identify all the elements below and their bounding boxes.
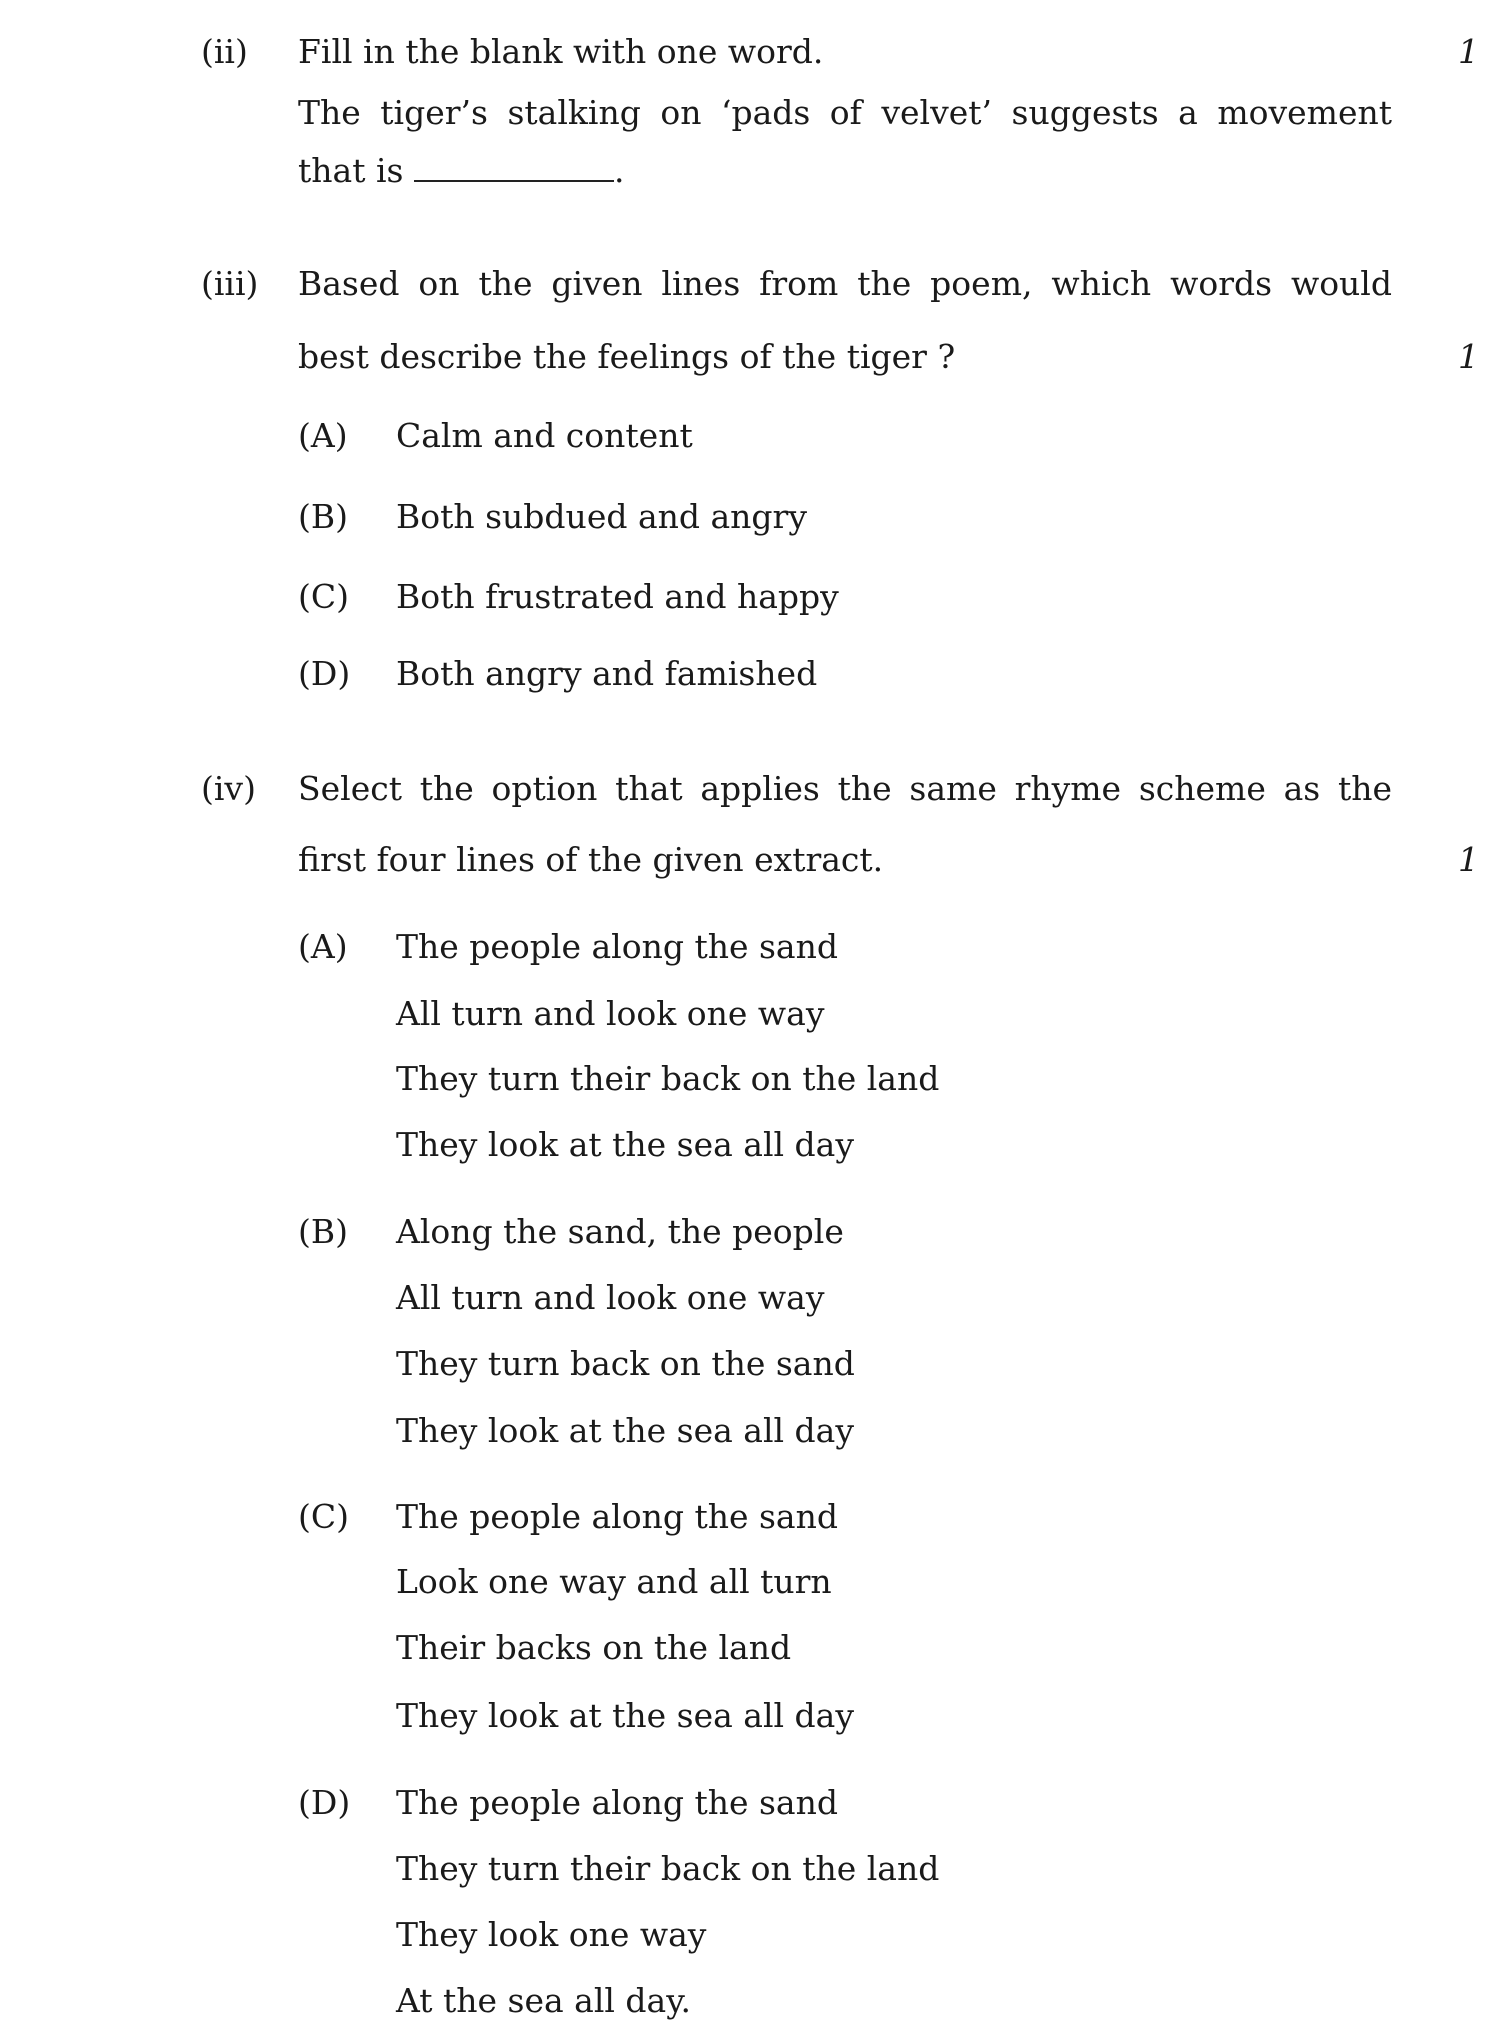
option-label: (B) <box>298 1212 348 1251</box>
option-line: The people along the sand <box>396 927 838 966</box>
option-line: They look one way <box>396 1915 707 1954</box>
question-text: Fill in the blank with one word. <box>298 32 824 71</box>
question-text: The tiger’s stalking on ‘pads of velvet’ suggests a movement <box>298 93 1392 132</box>
option-text: Calm and content <box>396 416 693 455</box>
option-text: Both frustrated and happy <box>396 577 839 616</box>
option-text: Both subdued and angry <box>396 497 807 536</box>
blank-suffix: . <box>613 151 625 190</box>
question-text: that is <box>298 151 404 190</box>
option-label: (D) <box>298 654 351 693</box>
question-text: first four lines of the given extract. <box>298 840 884 879</box>
option-label: (D) <box>298 1783 351 1822</box>
question-text: Based on the given lines from the poem, which words would <box>298 264 1392 303</box>
option-label: (B) <box>298 497 348 536</box>
marks: 1 <box>1458 337 1479 376</box>
answer-blank <box>414 150 614 182</box>
option-line: All turn and look one way <box>396 1278 825 1317</box>
option-line: They look at the sea all day <box>396 1696 855 1735</box>
option-line: The people along the sand <box>396 1783 838 1822</box>
marks: 1 <box>1458 32 1479 71</box>
option-text: Both angry and famished <box>396 654 818 693</box>
option-line: They look at the sea all day <box>396 1125 855 1164</box>
option-line: Their backs on the land <box>396 1628 792 1667</box>
option-label: (A) <box>298 416 348 455</box>
option-label: (C) <box>298 1497 349 1536</box>
option-line: All turn and look one way <box>396 994 825 1033</box>
question-text: Select the option that applies the same rhyme scheme as the <box>298 769 1392 808</box>
question-text: best describe the feelings of the tiger ? <box>298 337 956 376</box>
marks: 1 <box>1458 840 1479 879</box>
option-line: At the sea all day. <box>396 1981 691 2020</box>
option-line: They turn their back on the land <box>396 1849 940 1888</box>
option-line: Along the sand, the people <box>396 1212 844 1251</box>
option-line: They turn their back on the land <box>396 1059 940 1098</box>
question-text-blank-line <box>298 149 624 193</box>
option-line: The people along the sand <box>396 1497 838 1536</box>
option-line: Look one way and all turn <box>396 1562 832 1601</box>
option-label: (A) <box>298 927 348 966</box>
question-label: (iii) <box>201 264 259 303</box>
option-line: They turn back on the sand <box>396 1344 855 1383</box>
option-label: (C) <box>298 577 349 616</box>
question-label: (iv) <box>201 769 256 808</box>
option-line: They look at the sea all day <box>396 1411 855 1450</box>
question-label: (ii) <box>201 32 248 71</box>
